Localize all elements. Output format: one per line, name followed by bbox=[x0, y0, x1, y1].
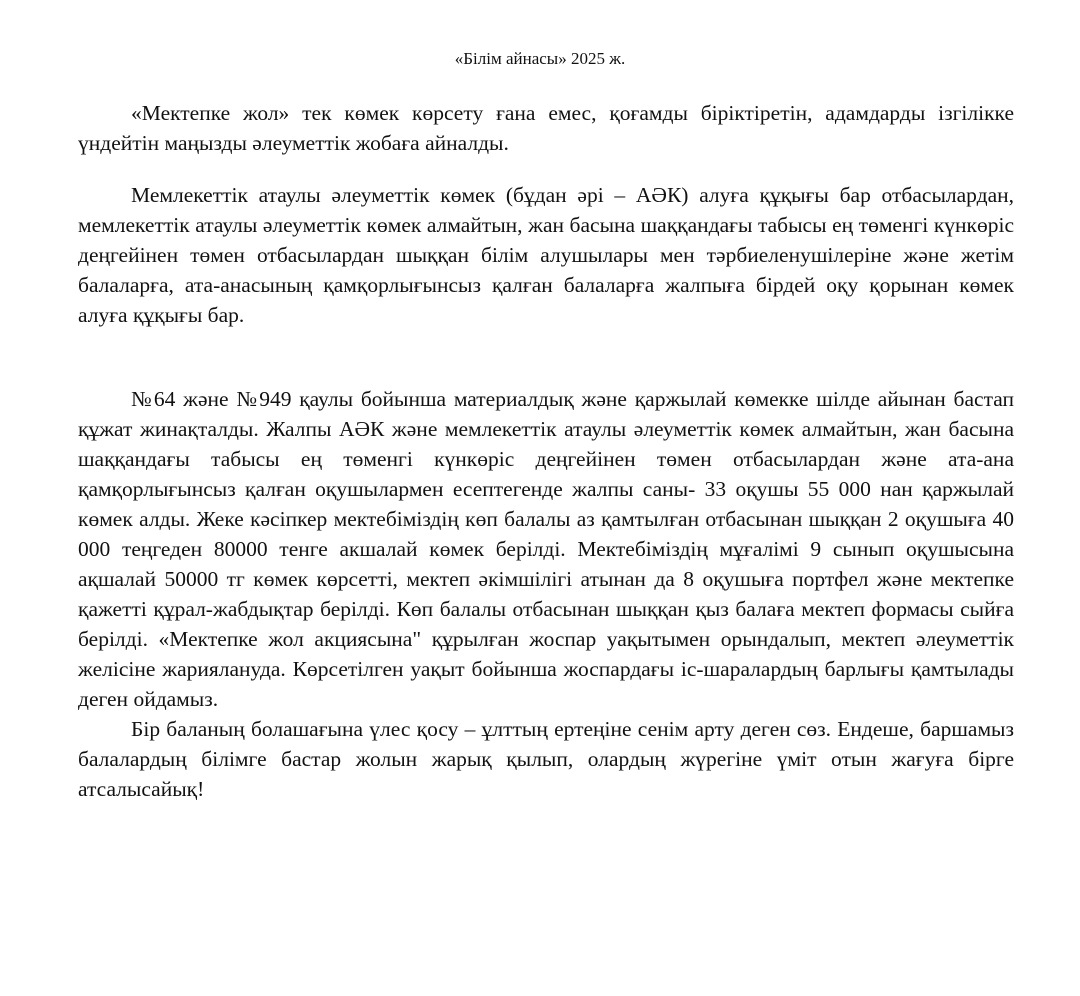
paragraph-eligibility: Мемлекеттік атаулы әлеуметтік көмек (бұдан әрі – АӘК) алуға құқығы бар отбасылардан, мемлекеттік атаулы әлеуметтік көмек алмайтын, жан басына шаққандағы табысы ең төменгі күнкөріс деңгейінен төмен отбасылардан шыққан білім алушылары мен тәрбиеленушілеріне және жетім балаларға, ата-анасының қамқорлығынсыз қалған балаларға жалпыға бірдей оқу қорынан көмек алуға құқығы бар. bbox=[78, 183, 1014, 327]
paragraph-intro: «Мектепке жол» тек көмек көрсету ғана емес, қоғамды біріктіретін, адамдарды ізгілікке үндейтін маңызды әлеуметтік жобаға айналды. bbox=[78, 101, 1014, 155]
paragraph-block-assistance bbox=[78, 384, 1014, 804]
journal-header: «Білім айнасы» 2025 ж. bbox=[454, 49, 626, 68]
paragraph-block-eligibility bbox=[78, 180, 1014, 330]
paragraph-assistance: №64 және №949 қаулы бойынша материалдық және қаржылай көмекке шілде айынан бастап құжат жинақталды. Жалпы АӘК және мемлекеттік атаулы әлеуметтік көмек алмайтын, жан басына шаққандағы табысы ең төменгі күнкөріс деңгейінен төмен отбасылардан және ата-ана қамқорлығынсыз қалған оқушылармен есептегенде жалпы саны- 33 оқушы 55 000 нан қаржылай көмек алды. Жеке кәсіпкер мектебіміздің көп балалы аз қамтылған отбасынан шыққан 2 оқушыға 40 000 теңгеден 80000 тенге акшалай көмек берілді. Мектебіміздің мұғалімі 9 сынып оқушысына ақшалай 50000 тг көмек көрсетті, мектеп әкімшілігі атынан да 8 оқушыға портфел және мектепке қажетті құрал-жабдықтар берілді. Көп балалы отбасынан шыққан қыз балаға мектеп формасы сыйға берілді. «Мектепке жол акциясына" құрылған жоспар уақытымен орындалып, мектеп әлеуметтік желісіне жариялануда. Көрсетілген уақыт бойынша жоспардағы іс-шаралардың барлығы қамтылады деген ойдамыз. bbox=[78, 387, 1014, 711]
paragraph-conclusion: Бір баланың болашағына үлес қосу – ұлттың ертеңіне сенім арту деген сөз. Ендеше, баршамыз балалардың білімге бастар жолын жарық қылып, олардың жүрегіне үміт отын жағуға бірге атсалысайық! bbox=[78, 717, 1014, 801]
paragraph-block-intro bbox=[78, 98, 1014, 158]
